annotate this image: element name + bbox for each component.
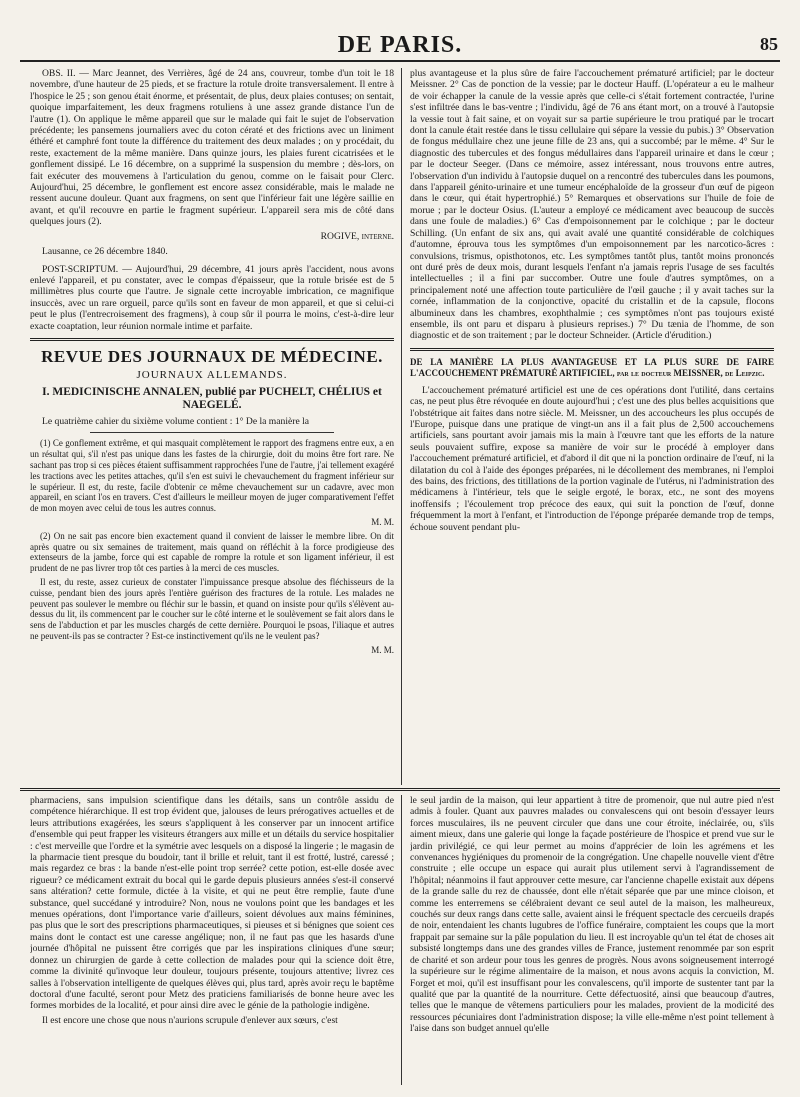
column-left-top <box>30 68 394 780</box>
observation-text: — Marc Jeannet, des Verrières, âgé de 24 ans, couvreur, tombe d'un toit le 18 novembre, d'une hauteur de 25 pieds, et se fracture la rotule droite transversalement. Il entre à l'hospice le 25 ; son genou était énorme, et présentait, de plus, deux plaies contuses; on sentait, quoique imparfaitement, les deux fragmens rotuliens à une assez grande distance l'un de l'autre (1). On applique le même appareil que sur le malade qui fait le sujet de l'observation précédente; les pansemens journaliers avec du coton cératé et des frictions avec un liniment éthéré et camphré font toute la différence du traitement des deux malades ; on y procédait, du reste, exactement de la même manière. Dans quinze jours, les plaies furent cicatrisées et le gonflement dissipé. Le 16 décembre, on a supprimé la suspension du membre ; dès-lors, on fait exécuter des mouvemens à l'articulation du genou, comme on le faisait pour Clerc. Aujourd'hui, 25 décembre, le gonflement est encore assez considérable, mais le malade ne ressent aucune douleur. Quant aux fragmens, on sent que l'inférieur fait une légère saillie en avant, et qu'il recouvre en partie le fragment supérieur. L'appareil sera mis de côté dans quelques jours (2). <box>30 68 394 228</box>
bottom-left-paragraph-1: pharmaciens, sans impulsion scientifique dans les détails, sans un contrôle assidu de compétence hiérarchique. Il est trop évident que, jalouses de leurs prérogatives actuelles et de leurs attributions exagérées, les sœurs s'appliquent à les conserver par un innocent artifice d'ensemble qui peut frapper les visiteurs étrangers aux mille et un détails du service hospitalier : c'est merveille que l'ordre et la symétrie avec lesquels on a disposé la lingerie ; le magasin de la pharmacie tient presque du boudoir, tant il brille et reluit, tant il est frotté, lustré, caressé ; mais regardez ce bras : la bande n'est-elle point trop serrée? cette potion, est-elle dosée avec rigueur? ce médicament extrait du bocal qui le garde depuis plusieurs années s'est-il conservé sans altération? cette formule, dictée à la visite, et qui ne peut être remplie, faute d'une substance, quel succédané y introduire? Non, nous ne voulons point que les bandages et les menues opérations, dont l'importance varie d'ailleurs, soient dévolues aux mains féminines, pas plus que le sort des prescriptions pharmaceutiques, si pieuses et si bénignes que soient ces mains dont le contact est une caresse angélique; non, il ne faut pas que les hasards d'une journée d'hôpital ne puissent être corrigés que par les inspirations cliniques d'une sœur; donnez un chirurgien de garde à cette collection de malades pour qui la science doit être, comme la divinité qu'invoque leur douleur, toujours présente, toujours attentive; livrez ces salles à l'observation intelligente de quelques élèves qui, plus tard, après avoir reçu le baptême doctoral d'une faculté, seront pour Metz des praticiens familiarisés de bonne heure avec les formes morbides de la localité, et pour ainsi dire avec le génie de la pathologie indigène. <box>30 795 394 1012</box>
page-number: 85 <box>760 34 778 54</box>
page-header <box>20 30 780 62</box>
journal-section-heading: I. MEDICINISCHE ANNALEN, publié par PUCHELT, CHÉLIUS et NAEGELÉ. <box>42 385 382 411</box>
observation-title: OBS. II. <box>42 68 76 79</box>
footnotes <box>30 438 394 655</box>
column-divider-top <box>401 68 402 785</box>
postscript-title: POST-SCRIPTUM. <box>42 263 119 275</box>
column-right-top <box>410 68 774 780</box>
article-heading: DE LA MANIÈRE LA PLUS AVANTAGEUSE ET LA PLUS SURE DE FAIRE L'ACCOUCHEMENT PRÉMATURÉ ARTIFICIEL, par le docteur MEISSNER, de Leipzic. <box>410 356 774 378</box>
article-paragraph: L'accouchement prématuré artificiel est une de ces opérations dont l'utilité, dans certains cas, ne peut plus être révoquée en doute aujourd'hui ; c'est une des plus belles acquisitions que l'obstétrique ait faites dans notre siècle. M. Meissner, un des accoucheurs les plus occupés de l'Europe, puisque dans une pratique de vingt-un ans il a fait plus de 2,500 accouchemens artificiels, sans pourtant avoir jamais mis la main à l'œuvre tant que les efforts de la nature seuls pouvaient suffire, expose sa manière de voir sur le procédé à employer dans l'accouchement prématuré artificiel, et d'abord il dit que ni la ponction ordinaire de l'œuf, ni la dilatation du col à l'aide des éponges préparées, ni le décollement des membranes, ni l'emploi des bains, des frictions, des titillations de la portion vaginale de l'utérus, ni l'administration des médicamens à l'intérieur, tels que le seigle ergoté, le borax, etc., ne sont des moyens inoffensifs ; l'écoulement trop précoce des eaux, qui suit la ponction de l'œuf, donne fréquemment la mort à l'enfant, et l'introduction de l'éponge préparée demande trop de temps, échoue souvent pendant plu- <box>410 384 774 533</box>
bottom-left-paragraph-2: Il est encore une chose que nous n'aurions scrupule d'enlever aux sœurs, c'est <box>42 1014 338 1026</box>
page-section-rule <box>20 788 780 791</box>
revue-subtitle: JOURNAUX ALLEMANDS. <box>136 368 288 381</box>
bottom-right-paragraph: le seul jardin de la maison, qui leur appartient à titre de promenoir, que nul autre pied n'est admis à fouler. Quant aux pauvres malades ou convalescens qui ont besoin d'essayer leurs forces musculaires, ils ne peuvent circuler que dans une cour étroite, inéclairée, ou, s'ils aiment mieux, dans une galerie qui longe la façade postérieure de l'hospice et prend vue sur le jardin privilégié, ce qui leur permet au moins d'apprécier de loin les agrémens et les convenances hygiéniques du promenoir de la congrégation. Une chapelle nouvelle vient d'être construite ; elle occupe un espace qui aurait plus utilement servi à l'agrandissement de l'hôpital; néanmoins il faut approuver cette mesure, car l'ancienne chapelle existait aux dépens de la grande salle du rez de chaussée, dont elle n'était séparée que par une mince cloison, et comme les enterremens se célébraient devant ce seul autel de la maison, les malheureux, couchés sur deux rangs dans cette salle, avaient ainsi le fréquent spectacle des cercueils drapés de noir, entendaient les chants lugubres de l'office funéraire, comptaient les coups que la mort frappait par semaine sur la pâle population du lieu. Il est incroyable qu'un tel état de choses ait subsisté longtemps dans une des grandes villes de France, justement renommée par son esprit de charité et son ardeur pour tous les genres de progrès. Nous avons soigneusement interrogé la supérieure sur le régime alimentaire de la maison, et nous avons acquis la conviction, M. Forget et moi, qu'il est insuffisant pour les convalescens, qu'il importe de sustenter tant par la qualité que par la quantité de la nourriture. Cette défectuosité, ainsi que beaucoup d'autres, telles que le manque de vêtemens particuliers pour les malades, provient de la modicité des ressources pécuniaires dont l'administration dispose; la ville elle-même n'est point tellement à l'aise dans son budget annuel qu'elle <box>410 795 774 1035</box>
footnote-separator <box>90 432 334 433</box>
contents-paragraph: plus avantageuse et la plus sûre de faire l'accouchement prématuré artificiel; par le docteur Meissner. 2° Cas de ponction de la vessie; par le docteur Hauff. (L'opérateur a eu le malheur de voir échapper la canule de la vessie après que celle-ci s'était fortement contractée, l'urine s'est infiltrée dans le bas-ventre ; l'individu, âgé de 76 ans étant mort, on a trouvé à l'autopsie la vessie tout à fait saine, et on voyait sur sa partie supérieure le trou pratiqué par le trocart dont la canule était restée dans le tissu cellulaire qui sépare la vessie du pubis.) 3° Observation de fongus médullaire chez une jeune fille de 23 ans, qui a succombé; par le même. 4° Sur le diagnostic des tubercules et des fongus médullaires dans l'appareil urinaire et dans le cœur ; par le docteur Seeger. (Dans ce mémoire, assez intéressant, nous trouvons entre autres, l'observation d'un individu à l'autopsie duquel on a rencontré des tubercules dans les poumons, dans l'appareil génito-urinaire et une tumeur encéphaloïde de la grosseur d'un œuf de pigeon dans le cœur, qui était hypertrophié.) 5° Remarques et observations sur l'huile de foie de morue ; par le docteur Osius. (L'auteur a employé ce médicament avec beaucoup de succès dans une foule de maladies.) 6° Cas d'empoisonnement par le colchique ; par le docteur Schilling. (Un enfant de six ans, qui avait avalé une quantité considérable de colchiques d'automne, éprouva tous les symptômes d'un empoisonnement par les narcotico-âcres : convulsions, trismus, opisthotonos, etc. Les symptômes tantôt plus, tantôt moins prononcés ont duré près de deux mois, durant lesquels l'enfant n'a jamais repris l'usage de ses facultés intellectuelles ; il a fini par succomber. Outre une foule d'autres symptômes, on a principalement noté une affection toute particulière de l'œil gauche ; il y avait taches sur la cornée, inflammation de la conjonctive, opacité du cristallin et de la capsule, flocons albumineux dans les chambres, exophthalmie ; ces symptômes n'ont pas toujours existé ensemble, ils ont paru et disparu à plusieurs reprises.) 7° Du tænia de l'homme, de son diagnostic et de son traitement ; par le docteur Schneider. (Article d'érudition.) <box>410 68 774 342</box>
footnote-3: Il est, du reste, assez curieux de constater l'impuissance presque absolue des fléchisseurs de la cuisse, pendant bien des jours après l'entière guérison des fractures de la rotule. Les malades ne peuvent pas soulever le membre ou fléchir sur le bassin, et quand on insiste pour qu'ils s'élèvent au-dessus du lit, ils commencent par le coucher sur le côté interne et le soulèvement se fait alors dans le sens de l'abduction et par les muscles chargés de cette dernière. Pourquoi le psoas, l'iliaque et autres ne peuvent-ils pas se contracter ? Est-ce instinctivement qu'ils ne le veulent pas? <box>30 576 394 641</box>
article-separator <box>410 348 774 351</box>
column-divider-bottom <box>401 795 402 1085</box>
signature: ROGIVE, interne. <box>320 230 394 242</box>
footnote-2: (2) On ne sait pas encore bien exactement quand il convient de laisser le membre libre. On dit après quatre ou six semaines de traitement, mais quand on réfléchit à la force prodigieuse des extenseurs de la jambe, force qui est capable de rompre la rotule et son ligament inférieur, il est prudent de ne pas livrer trop tôt ces parties à la merci de ces muscles. <box>30 530 394 574</box>
revue-title: REVUE DES JOURNAUX DE MÉDECINE. <box>41 346 383 366</box>
footnote-3-signature: M. M. <box>371 644 394 655</box>
postscript-paragraph <box>30 264 394 332</box>
intro-paragraph: Le quatrième cahier du sixième volume contient : 1° De la manière la <box>42 415 310 427</box>
footnote-1: (1) Ce gonflement extrême, et qui masquait complètement le rapport des fragmens entre eux, a en un résultat qui, s'il n'est pas unique dans les fastes de la chirurgie, doit du moins être fort rare. Ne sachant pas trop si ces pièces étaient suffisamment rapprochées l'une de l'autre, j'ai tellement exagéré les tractions avec les petites attaches, qu'il s'en est suivi le chevauchement du fragment inférieur sur le supérieur. Il est, du reste, facile d'obtenir ce même chevauchement sur un cadavre, avec mon appareil, en sciant l'os en travers. C'est d'ailleurs le meilleur moyen de juger comparativement l'effet de mon moyen avec celui de tous les autres connus. <box>30 438 394 514</box>
section-separator <box>30 338 394 341</box>
page-title: DE PARIS. <box>337 32 463 58</box>
dateline: Lausanne, ce 26 décembre 1840. <box>42 246 168 258</box>
column-right-bottom <box>410 795 774 1085</box>
footnote-1-signature: M. M. <box>371 516 394 527</box>
column-left-bottom <box>30 795 394 1085</box>
postscript-text: — Aujourd'hui, 29 décembre, 41 jours après l'accident, nous avons enlevé l'appareil, et pu constater, avec le compas d'épaisseur, que la rotule brisée est de 5 millimètres plus courte que l'autre. Je signale cette incroyable imbrication, ce magnifique insuccès, avec un rare orgueil, parce qu'ils sont en faveur de mon appareil, et que si celui-ci peut le plus (l'entrecroisement des fragmens), à coup sûr il pourra le moins, c'est-à-dire leur exacte coaptation, leur réunion normale intime et parfaite. <box>30 263 394 332</box>
observation-paragraph <box>30 68 394 228</box>
